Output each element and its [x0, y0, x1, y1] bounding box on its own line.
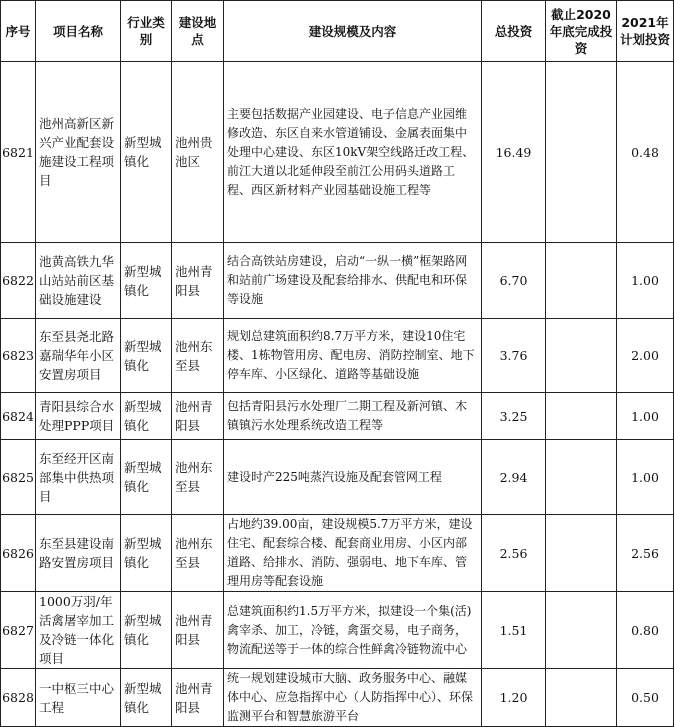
table-row — [1, 669, 674, 727]
cell-name: 1000万羽/年活禽屠宰加工及冷链一体化项目 — [36, 592, 121, 669]
cell-content: 占地约39.00亩，建设规模5.7万平方米，建设住宅、配套综合楼、配套商业用房、小区内部道路、给排水、消防、强弱电、地下车库、管理用房等配套设施 — [224, 515, 482, 592]
cell-total: 1.51 — [482, 592, 546, 669]
cell-seq: 6824 — [1, 393, 36, 440]
cell-category: 新型城镇化 — [121, 592, 172, 669]
cell-done2020 — [546, 62, 617, 243]
cell-content: 结合高铁站房建设，启动“一纵一横”框架路网和站前广场建设及配套给排水、供配电和环保等设施 — [224, 243, 482, 319]
cell-plan2021: 0.80 — [617, 592, 674, 669]
header-content: 建设规模及内容 — [224, 1, 482, 62]
cell-total: 2.94 — [482, 440, 546, 515]
cell-done2020 — [546, 393, 617, 440]
table-row — [1, 393, 674, 440]
cell-done2020 — [546, 592, 617, 669]
cell-done2020 — [546, 319, 617, 393]
cell-done2020 — [546, 515, 617, 592]
cell-name: 东至经开区南部集中供热项目 — [36, 440, 121, 515]
cell-name: 东至县尧北路嘉瑞华年小区安置房项目 — [36, 319, 121, 393]
cell-seq: 6826 — [1, 515, 36, 592]
cell-category: 新型城镇化 — [121, 515, 172, 592]
cell-total: 3.25 — [482, 393, 546, 440]
cell-plan2021: 2.00 — [617, 319, 674, 393]
cell-seq: 6828 — [1, 669, 36, 727]
table-row — [1, 319, 674, 393]
table-row — [1, 515, 674, 592]
cell-content: 建设时产225吨蒸汽设施及配套管网工程 — [224, 440, 482, 515]
cell-category: 新型城镇化 — [121, 243, 172, 319]
cell-total: 3.76 — [482, 319, 546, 393]
header-done2020: 截止2020年底完成投资 — [546, 1, 617, 62]
cell-done2020 — [546, 669, 617, 727]
cell-plan2021: 1.00 — [617, 440, 674, 515]
table-row — [1, 592, 674, 669]
cell-category: 新型城镇化 — [121, 669, 172, 727]
cell-location: 池州青阳县 — [172, 243, 224, 319]
header-category: 行业类别 — [121, 1, 172, 62]
cell-category: 新型城镇化 — [121, 393, 172, 440]
cell-plan2021: 0.48 — [617, 62, 674, 243]
header-row — [1, 1, 674, 62]
header-location: 建设地点 — [172, 1, 224, 62]
cell-location: 池州东至县 — [172, 515, 224, 592]
table-row — [1, 62, 674, 243]
cell-seq: 6823 — [1, 319, 36, 393]
header-seq: 序号 — [1, 1, 36, 62]
cell-name: 东至县建设南路安置房项目 — [36, 515, 121, 592]
cell-plan2021: 1.00 — [617, 393, 674, 440]
cell-plan2021: 0.50 — [617, 669, 674, 727]
cell-name: 一中枢三中心工程 — [36, 669, 121, 727]
header-name: 项目名称 — [36, 1, 121, 62]
cell-location: 池州青阳县 — [172, 669, 224, 727]
cell-content: 规划总建筑面积约8.7万平方米，建设10住宅楼、1栋物管用房、配电房、消防控制室、地下停车库、小区绿化、道路等基础设施 — [224, 319, 482, 393]
cell-name: 池州高新区新兴产业配套设施建设工程项目 — [36, 62, 121, 243]
cell-total: 1.20 — [482, 669, 546, 727]
cell-content: 主要包括数据产业园建设、电子信息产业园维修改造、东区自来水管道铺设、金属表面集中处理中心建设、东区10kV架空线路迁改工程、前江大道以北延伸段至前江公用码头道路工程、西区新材料产业园基础设施工程等 — [224, 62, 482, 243]
cell-location: 池州东至县 — [172, 440, 224, 515]
cell-category: 新型城镇化 — [121, 440, 172, 515]
cell-category: 新型城镇化 — [121, 62, 172, 243]
cell-done2020 — [546, 243, 617, 319]
cell-name: 池黄高铁九华山站站前区基础设施建设 — [36, 243, 121, 319]
cell-plan2021: 1.00 — [617, 243, 674, 319]
cell-location: 池州贵池区 — [172, 62, 224, 243]
cell-name: 青阳县综合水处理PPP项目 — [36, 393, 121, 440]
cell-total: 16.49 — [482, 62, 546, 243]
header-plan2021: 2021年计划投资 — [617, 1, 674, 62]
cell-content: 包括青阳县污水处理厂二期工程及新河镇、木镇镇污水处理系统改造工程等 — [224, 393, 482, 440]
cell-total: 6.70 — [482, 243, 546, 319]
cell-seq: 6825 — [1, 440, 36, 515]
cell-seq: 6822 — [1, 243, 36, 319]
cell-location: 池州青阳县 — [172, 393, 224, 440]
table-row — [1, 440, 674, 515]
table-row — [1, 243, 674, 319]
cell-content: 统一规划建设城市大脑、政务服务中心、融媒体中心、应急指挥中心（人防指挥中心）、环保监测平台和智慧旅游平台 — [224, 669, 482, 727]
cell-seq: 6821 — [1, 62, 36, 243]
cell-location: 池州东至县 — [172, 319, 224, 393]
cell-location: 池州青阳县 — [172, 592, 224, 669]
cell-content: 总建筑面积约1.5万平方米，拟建设一个集(活)禽宰杀、加工，冷链，禽蛋交易，电子商务，物流配送等于一体的综合性鲜禽冷链物流中心 — [224, 592, 482, 669]
cell-seq: 6827 — [1, 592, 36, 669]
cell-category: 新型城镇化 — [121, 319, 172, 393]
cell-plan2021: 2.56 — [617, 515, 674, 592]
cell-total: 2.56 — [482, 515, 546, 592]
header-total: 总投资 — [482, 1, 546, 62]
cell-done2020 — [546, 440, 617, 515]
